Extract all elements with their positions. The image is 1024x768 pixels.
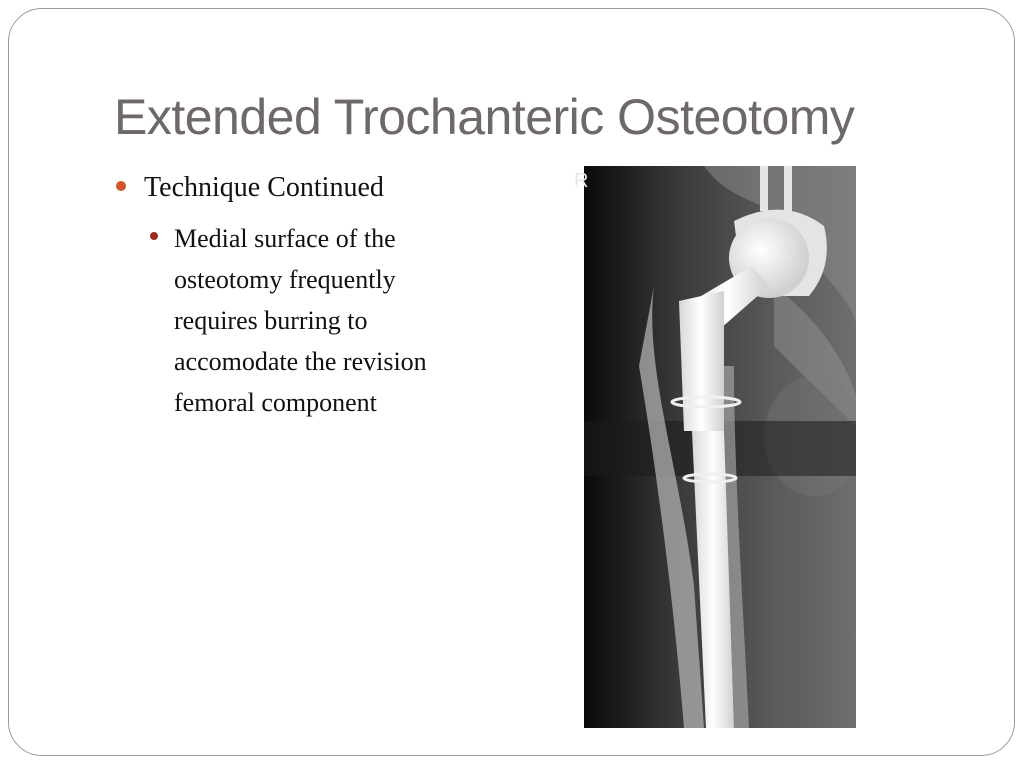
sub-bullet-dot-icon [150, 232, 158, 240]
sub-bullet-line: Medial surface of the [174, 224, 396, 253]
bullet-level-2 [150, 218, 500, 423]
sub-bullet-line: accomodate the revision [174, 347, 427, 376]
bullet-text: Technique Continued [144, 172, 384, 203]
sub-bullet-text [174, 218, 427, 423]
side-marker-label: R [574, 170, 589, 192]
sub-bullet-line: requires burring to [174, 306, 368, 335]
bullet-dot-icon [116, 181, 126, 191]
xray-hip-femoral-stem-image [584, 166, 856, 728]
sub-bullet-line: femoral component [174, 388, 377, 417]
sub-bullet-line: osteotomy frequently [174, 265, 396, 294]
bullet-level-1 [116, 168, 546, 208]
slide-title: Extended Trochanteric Osteotomy [114, 89, 855, 145]
xray-drawing [584, 166, 856, 728]
